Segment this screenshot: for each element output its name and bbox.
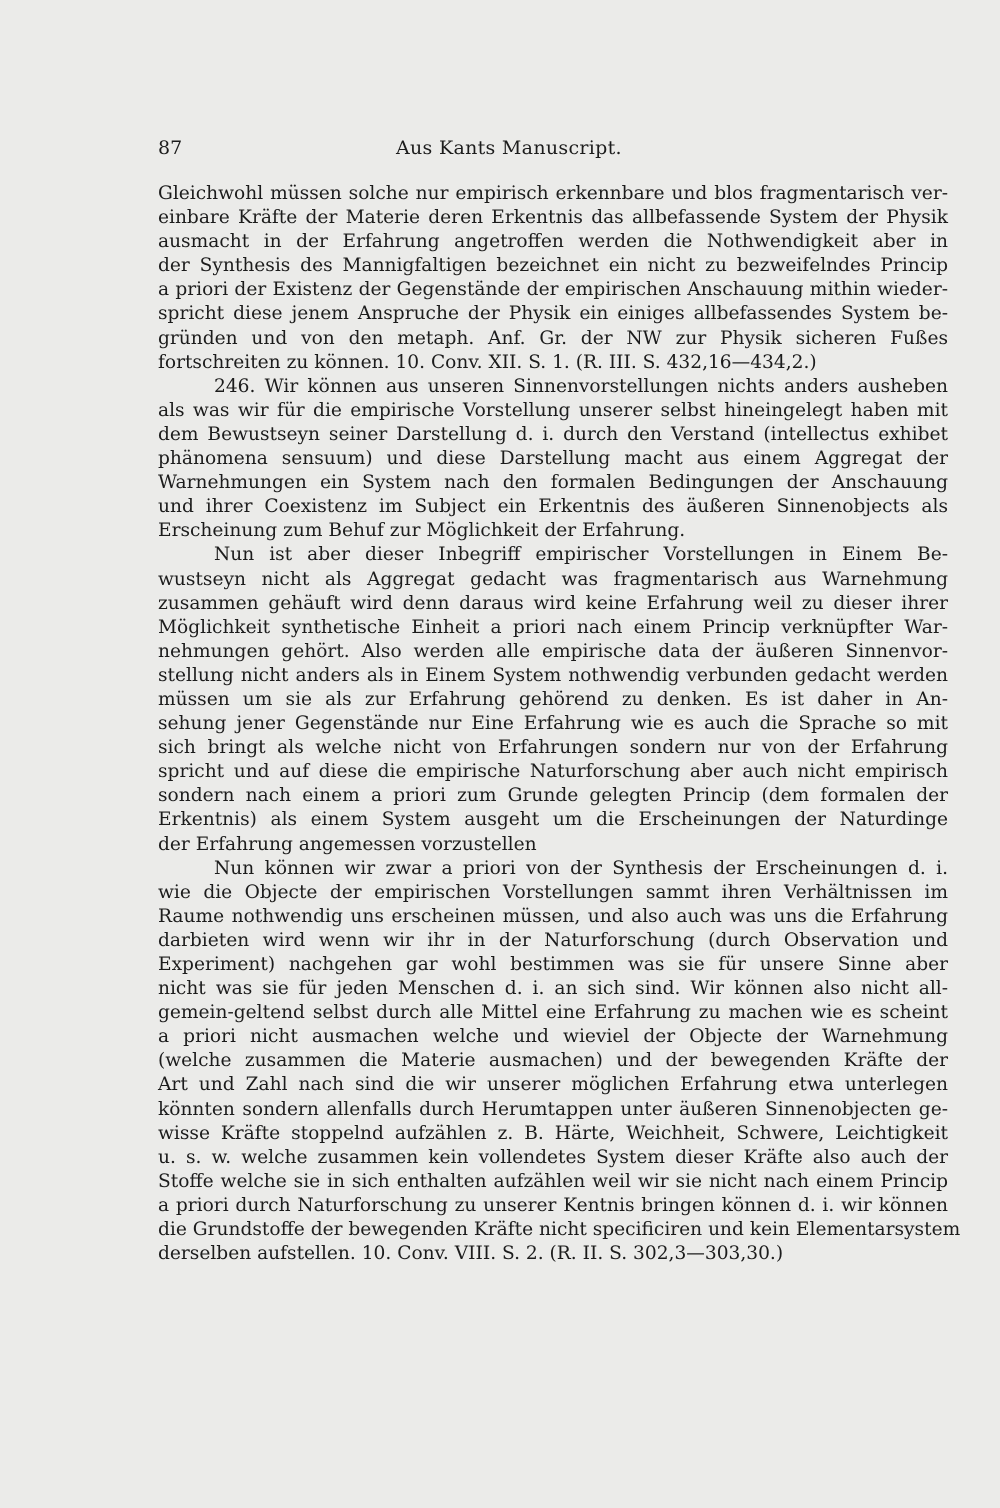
text-line: Experiment) nachgehen gar wohl bestimmen was sie für unsere Sinne aber (158, 954, 948, 975)
text-line: sehung jener Gegenstände nur Eine Erfahrung wie es auch die Sprache so mit (158, 713, 948, 735)
page-number: 87 (158, 137, 183, 159)
text-line: Raume nothwendig uns erscheinen müssen, und also auch was uns die Erfahrung (158, 905, 948, 927)
paragraph (158, 543, 948, 856)
text-line: wustseyn nicht als Aggregat gedacht was fragmentarisch aus Warnehmung (158, 568, 948, 590)
text-line: nehmungen gehört. Also werden alle empirische data der äußeren Sinnenvor- (158, 640, 948, 662)
text-line: sich bringt als welche nicht von Erfahrungen sondern nur von der Erfahrung (158, 737, 948, 759)
text-line: könnten sondern allenfalls durch Herumtappen unter äußeren Sinnenobjecten ge- (158, 1098, 948, 1120)
text-line: Nun ist aber dieser Inbegriff empirischer Vorstellungen in Einem Be- (214, 544, 948, 566)
text-line: a priori durch Naturforschung zu unserer Kentnis bringen können d. i. wir können (158, 1194, 948, 1216)
text-line: Stoffe welche sie in sich enthalten aufzählen weil wir sie nicht nach einem Princip (158, 1170, 948, 1192)
paragraph (158, 857, 961, 1267)
text-line: Gleichwohl müssen solche nur empirisch erkennbare und blos fragmentarisch ver- (158, 183, 948, 204)
text-line: phänomena sensuum) und diese Darstellung macht aus einem Aggregat der (158, 448, 948, 470)
text-line: dem Bewustseyn seiner Darstellung d. i. durch den Verstand (intellectus exhibet (158, 423, 948, 445)
text-line: Erkentnis) als einem System ausgeht um die Erscheinungen der Naturdinge (158, 809, 948, 831)
text-line: (welche zusammen die Materie ausmachen) und der bewegenden Kräfte der (158, 1050, 948, 1072)
text-line: Möglichkeit synthetische Einheit a priori nach einem Princip verknüpfter War- (158, 616, 948, 638)
text-line: und ihrer Coexistenz im Subject ein Erkentnis des äußeren Sinnenobjects als (158, 496, 948, 518)
text-line: Nun können wir zwar a priori von der Synthesis der Erscheinungen d. i. (214, 857, 948, 879)
text-line: der Synthesis des Mannigfaltigen bezeichnet ein nicht zu bezweifelndes Princip (158, 255, 948, 277)
page-body (158, 182, 961, 1266)
text-line: sondern nach einem a priori zum Grunde gelegten Princip (dem formalen der (158, 785, 948, 807)
paragraph (158, 182, 948, 375)
text-line: stellung nicht anders als in Einem System nothwendig verbunden gedacht werden (158, 664, 948, 686)
text-line: a priori der Existenz der Gegenstände der empirischen Anschauung mithin wieder- (158, 279, 948, 301)
text-line: die Grundstoffe der bewegenden Kräfte nicht specificiren und kein Elementarsystem (158, 1219, 961, 1241)
text-line: Art und Zahl nach sind die wir unserer möglichen Erfahrung etwa unterlegen (158, 1074, 948, 1096)
text-line: spricht diese jenem Anspruche der Physik ein einiges allbefassendes System be- (158, 303, 948, 325)
text-line: a priori nicht ausmachen welche und wieviel der Objecte der Warnehmung (158, 1026, 948, 1048)
text-line: derselben aufstellen. 10. Conv. VIII. S. 2. (R. II. S. 302,3—303,30.) (158, 1243, 784, 1265)
text-line: wisse Kräfte stoppelnd aufzählen z. B. Härte, Weichheit, Schwere, Leichtigkeit (158, 1122, 948, 1144)
text-line: darbieten wird wenn wir ihr in der Naturforschung (durch Observation und (158, 929, 948, 951)
text-line: gründen und von den metaph. Anf. Gr. der NW zur Physik sicheren Fußes (158, 327, 948, 349)
text-line: zusammen gehäuft wird denn daraus wird keine Erfahrung weil zu dieser ihrer (158, 592, 948, 614)
text-line: müssen um sie als zur Erfahrung gehörend zu denken. Es ist daher in An- (158, 688, 948, 710)
text-line: fortschreiten zu können. 10. Conv. XII. S. 1. (R. III. S. 432,16—434,2.) (158, 351, 817, 373)
text-line: einbare Kräfte der Materie deren Erkentnis das allbefassende System der Physik (158, 207, 948, 229)
text-line: wie die Objecte der empirischen Vorstellungen sammt ihren Verhältnissen im (158, 881, 948, 903)
text-line: nicht was sie für jeden Menschen d. i. an sich sind. Wir können also nicht all- (158, 978, 948, 1000)
text-line: 246. Wir können aus unseren Sinnenvorstellungen nichts anders ausheben (214, 375, 948, 397)
text-line: spricht und auf diese die empirische Naturforschung aber auch nicht empirisch (158, 761, 948, 783)
text-line: u. s. w. welche zusammen kein vollendetes System dieser Kräfte also auch der (158, 1146, 948, 1168)
text-line: Warnehmungen ein System nach den formalen Bedingungen der Anschauung (158, 472, 948, 494)
text-line: ausmacht in der Erfahrung angetroffen werden die Nothwendigkeit aber in (158, 231, 948, 253)
text-line: als was wir für die empirische Vorstellung unserer selbst hineingelegt haben mit (158, 399, 948, 421)
text-line: der Erfahrung angemessen vorzustellen (158, 833, 537, 855)
text-line: gemein-geltend selbst durch alle Mittel eine Erfahrung zu machen wie es scheint (158, 1002, 948, 1024)
running-title: Aus Kants Manuscript. (396, 137, 622, 159)
text-line: Erscheinung zum Behuf zur Möglichkeit der Erfahrung. (158, 520, 686, 542)
paragraph (158, 375, 948, 544)
